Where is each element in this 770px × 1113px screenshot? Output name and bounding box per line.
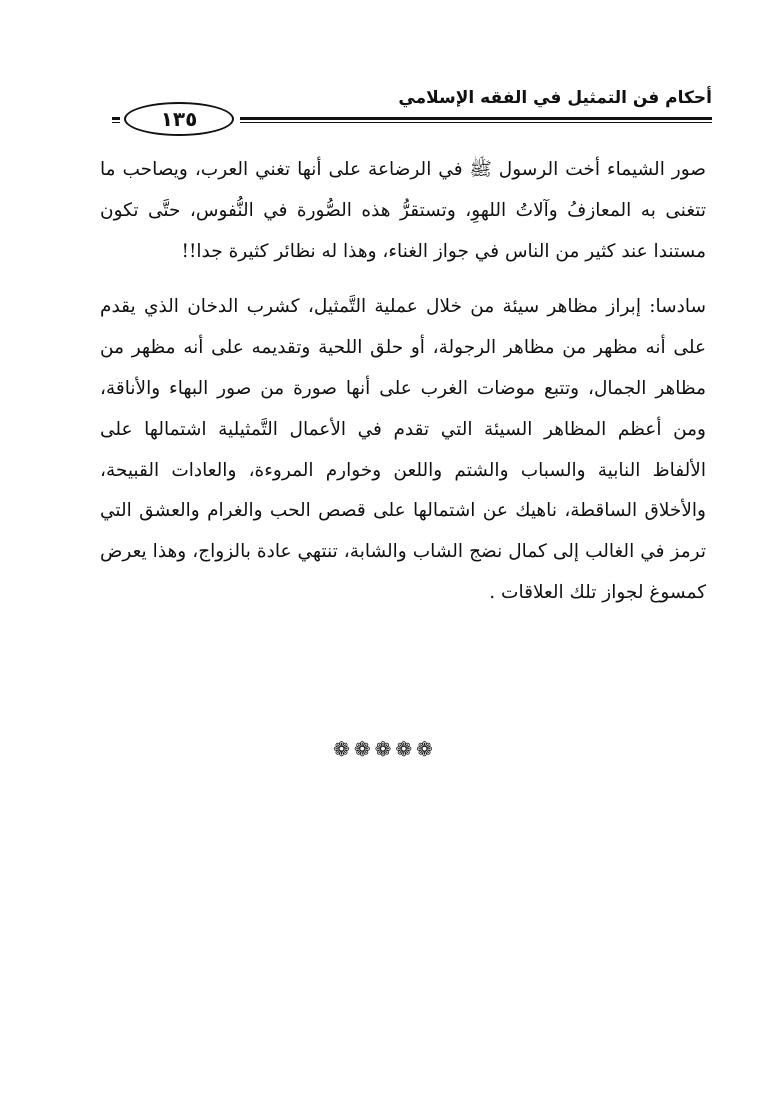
page-header	[112, 80, 712, 130]
section-end-ornament: ❁❁❁❁❁	[333, 737, 437, 761]
header-rule-thin	[240, 122, 712, 123]
running-title: أحكام فن التمثيل في الفقه الإسلامي	[398, 88, 712, 108]
paragraph-2: سادسا: إبراز مظاهر سيئة من خلال عملية التَّمثيل، كشرب الدخان الذي يقدم على أنه مظهر من مظاهر الرجولة، أو حلق اللحية وتقديمه على أنه مظهر من مظاهر الجمال، وتتبع موضات الغرب على أنها صورة من صور البهاء والأناقة، ومن أعظم المظاهر السيئة التي تقدم في الأعمال التَّمثيلية اشتمالها على الألفاظ النابية والسباب والشتم واللعن وخوارم المروءة، والعادات القبيحة، والأخلاق الساقطة، ناهيك عن اشتمالها على قصص الحب والغرام والعشق التي ترمز في الغالب إلى كمال نضج الشاب والشابة، تنتهي عادة بالزواج، وهذا يعرض كمسوغ لجواز تلك العلاقات .	[100, 296, 706, 603]
page-number: ١٣٥	[124, 102, 234, 136]
header-rule-left-thin	[112, 122, 120, 123]
header-rule-left-thick	[112, 117, 120, 120]
header-rule-thick	[240, 117, 712, 120]
paragraph-1: صور الشيماء أخت الرسول ﷺ في الرضاعة على أنها تغني العرب، ويصاحب ما تتغنى به المعازفُ وآلاتُ اللهوِ، وتستقرُّ هذه الصُّورة في النُّفوس، حتَّى تكون مستندا عند كثير من الناس في جواز الغناء، وهذا له نظائر كثيرة جدا!!	[100, 159, 706, 262]
body-text	[100, 150, 706, 614]
